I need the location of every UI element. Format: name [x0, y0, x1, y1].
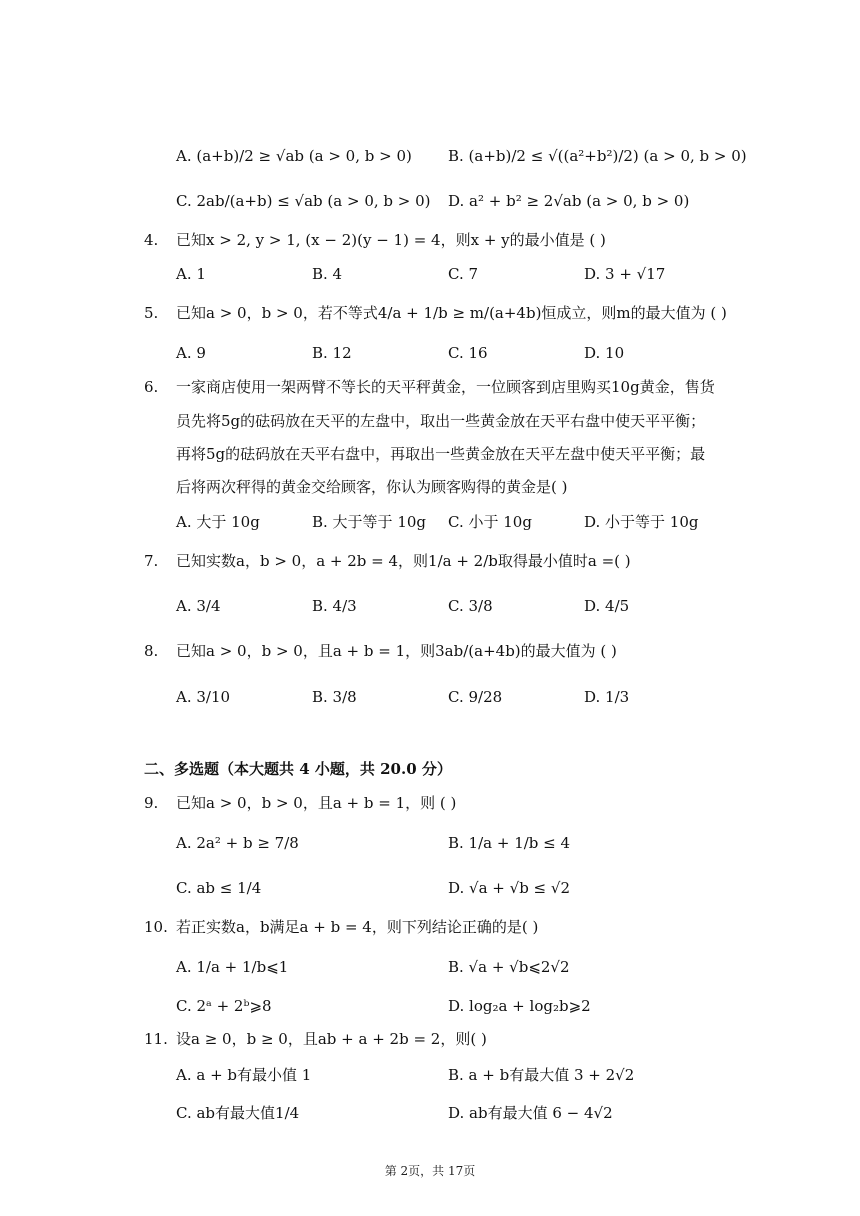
- option-a: A. a + b有最小值 1: [176, 1066, 312, 1084]
- question-stem: 若正实数a，b满足a + b = 4，则下列结论正确的是( ): [176, 918, 539, 936]
- option-c: C. 16: [448, 344, 488, 362]
- option-b: B. 4: [312, 265, 343, 283]
- option-c: C. 7: [448, 265, 479, 283]
- question-number: 6.: [144, 378, 159, 396]
- option-b: B. (a+b)/2 ≤ √((a²+b²)/2) (a > 0, b > 0): [448, 147, 747, 165]
- option-a: A. 3/4: [176, 597, 221, 615]
- question-stem: 已知a > 0，b > 0，若不等式4/a + 1/b ≥ m/(a+4b)恒成立，则m的最大值为 ( ): [176, 304, 727, 322]
- option-b: B. a + b有最大值 3 + 2√2: [448, 1066, 635, 1084]
- question-stem-line: 再将5g的砝码放在天平右盘中，再取出一些黄金放在天平左盘中使天平平衡；最: [176, 445, 706, 463]
- option-a: A. 1: [176, 265, 206, 283]
- question-stem: 已知x > 2, y > 1, (x − 2)(y − 1) = 4，则x + y的最小值是 ( ): [176, 231, 606, 249]
- option-d: D. 小于等于 10g: [584, 513, 699, 531]
- question-stem-line: 员先将5g的砝码放在天平的左盘中，取出一些黄金放在天平右盘中使天平平衡；: [176, 412, 706, 430]
- option-a: A. 2a² + b ≥ 7/8: [176, 834, 299, 852]
- option-b: B. 1/a + 1/b ≤ 4: [448, 834, 571, 852]
- option-d: D. a² + b² ≥ 2√ab (a > 0, b > 0): [448, 192, 690, 210]
- option-d: D. 1/3: [584, 688, 630, 706]
- question-stem-line: 后将两次秤得的黄金交给顾客，你认为顾客购得的黄金是( ): [176, 478, 568, 496]
- option-a: A. 3/10: [176, 688, 231, 706]
- question-number: 9.: [144, 794, 159, 812]
- option-b: B. 大于等于 10g: [312, 513, 427, 531]
- question-stem: 已知a > 0，b > 0，且a + b = 1，则 ( ): [176, 794, 457, 812]
- option-b: B. 3/8: [312, 688, 357, 706]
- question-stem: 设a ≥ 0，b ≥ 0，且ab + a + 2b = 2，则( ): [176, 1030, 487, 1048]
- question-stem: 已知a > 0，b > 0，且a + b = 1，则3ab/(a+4b)的最大值为 ( ): [176, 642, 617, 660]
- option-d: D. 10: [584, 344, 625, 362]
- question-number: 8.: [144, 642, 159, 660]
- option-c: C. 2ᵃ + 2ᵇ⩾8: [176, 997, 272, 1015]
- option-a: A. 9: [176, 344, 206, 362]
- question-number: 5.: [144, 304, 159, 322]
- question-number: 4.: [144, 231, 159, 249]
- question-number: 11.: [144, 1030, 168, 1048]
- option-c: C. 3/8: [448, 597, 493, 615]
- section-heading: 二、多选题（本大题共 4 小题，共 20.0 分）: [144, 760, 452, 778]
- option-c: C. ab有最大值1/4: [176, 1104, 300, 1122]
- option-b: B. √a + √b⩽2√2: [448, 958, 570, 976]
- option-a: A. (a+b)/2 ≥ √ab (a > 0, b > 0): [176, 147, 412, 165]
- question-stem-line: 一家商店使用一架两臂不等长的天平秤黄金，一位顾客到店里购买10g黄金，售货: [176, 378, 715, 396]
- option-d: D. log₂a + log₂b⩾2: [448, 997, 591, 1015]
- option-c: C. 9/28: [448, 688, 503, 706]
- option-c: C. ab ≤ 1/4: [176, 879, 262, 897]
- page-footer: 第 2页，共 17页: [384, 1164, 476, 1178]
- option-a: A. 大于 10g: [176, 513, 260, 531]
- option-d: D. √a + √b ≤ √2: [448, 879, 570, 897]
- option-c: C. 小于 10g: [448, 513, 532, 531]
- question-stem: 已知实数a，b > 0，a + 2b = 4，则1/a + 2/b取得最小值时a =( ): [176, 552, 631, 570]
- option-b: B. 12: [312, 344, 352, 362]
- option-c: C. 2ab/(a+b) ≤ √ab (a > 0, b > 0): [176, 192, 431, 210]
- option-d: D. ab有最大值 6 − 4√2: [448, 1104, 613, 1122]
- question-number: 7.: [144, 552, 159, 570]
- question-number: 10.: [144, 918, 168, 936]
- option-a: A. 1/a + 1/b⩽1: [176, 958, 289, 976]
- option-b: B. 4/3: [312, 597, 357, 615]
- option-d: D. 3 + √17: [584, 265, 666, 283]
- option-d: D. 4/5: [584, 597, 630, 615]
